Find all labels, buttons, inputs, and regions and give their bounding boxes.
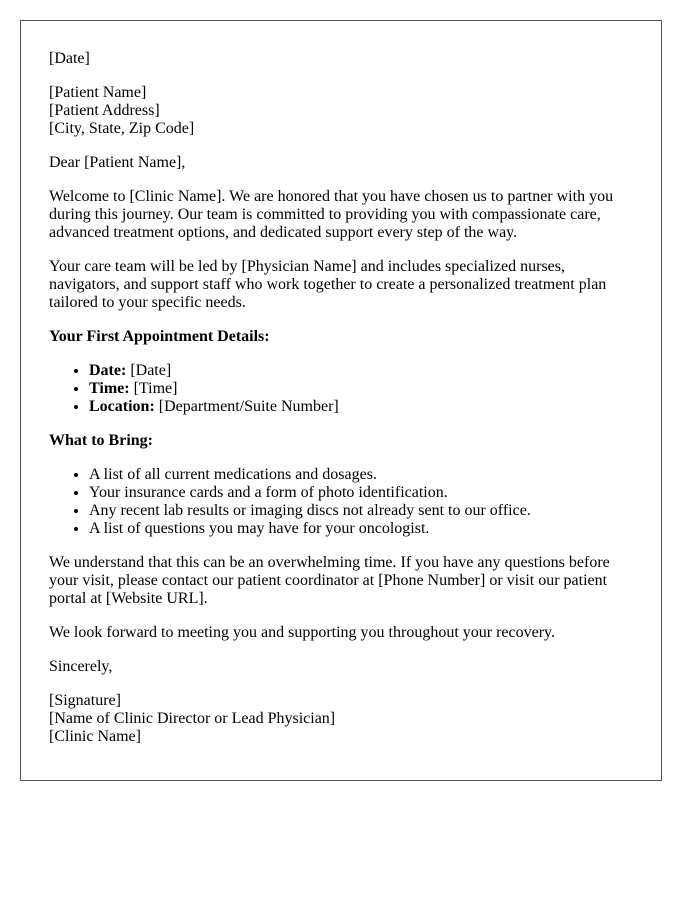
list-item: • Your insurance cards and a form of photo identification.	[89, 484, 633, 502]
salutation: Dear [Patient Name],	[49, 154, 186, 171]
detail-value: [Department/Suite Number]	[154, 398, 339, 415]
detail-label: Date:	[89, 362, 127, 379]
list-item: • Any recent lab results or imaging discs not already sent to our office.	[89, 502, 633, 520]
signature-block	[49, 692, 633, 746]
contact-paragraph: We understand that this can be an overwhelming time. If you have any questions before your visit, please contact our patient coordinator at [Phone Number] or visit our patient portal at [Website URL].	[49, 554, 610, 607]
intro-paragraph: Welcome to [Clinic Name]. We are honored that you have chosen us to partner with you during this journey. Our team is committed to providing you with compassionate care, advanced treatment options, and dedicated support every step of the way.	[49, 188, 614, 241]
closing-paragraph: We look forward to meeting you and supporting you throughout your recovery.	[49, 624, 556, 641]
address-line: [Patient Name]	[49, 84, 147, 101]
recipient-address	[49, 84, 633, 138]
signoff: Sincerely,	[49, 658, 113, 675]
letter-date: [Date]	[49, 50, 90, 67]
list-item	[89, 398, 633, 416]
detail-value: [Time]	[129, 380, 178, 397]
signature-line: [Signature]	[49, 692, 121, 709]
appointment-details-list	[49, 362, 633, 416]
appointment-heading: Your First Appointment Details:	[49, 328, 270, 345]
detail-value: [Date]	[126, 362, 172, 379]
signature-line: [Clinic Name]	[49, 728, 141, 745]
detail-label: Location:	[89, 398, 155, 415]
bring-list	[49, 466, 633, 538]
address-line: [Patient Address]	[49, 102, 160, 119]
signature-line: [Name of Clinic Director or Lead Physician]	[49, 710, 336, 727]
bring-heading: What to Bring:	[49, 432, 153, 449]
letter-page	[20, 20, 662, 781]
list-item	[89, 380, 633, 398]
detail-label: Time:	[89, 380, 130, 397]
address-line: [City, State, Zip Code]	[49, 120, 195, 137]
list-item	[89, 362, 633, 380]
list-item: • A list of questions you may have for your oncologist.	[89, 520, 633, 538]
list-item: • A list of all current medications and dosages.	[89, 466, 633, 484]
care-team-paragraph: Your care team will be led by [Physician Name] and includes specialized nurses, navigators, and support staff who work together to create a personalized treatment plan tailored to your specific needs.	[49, 258, 607, 311]
